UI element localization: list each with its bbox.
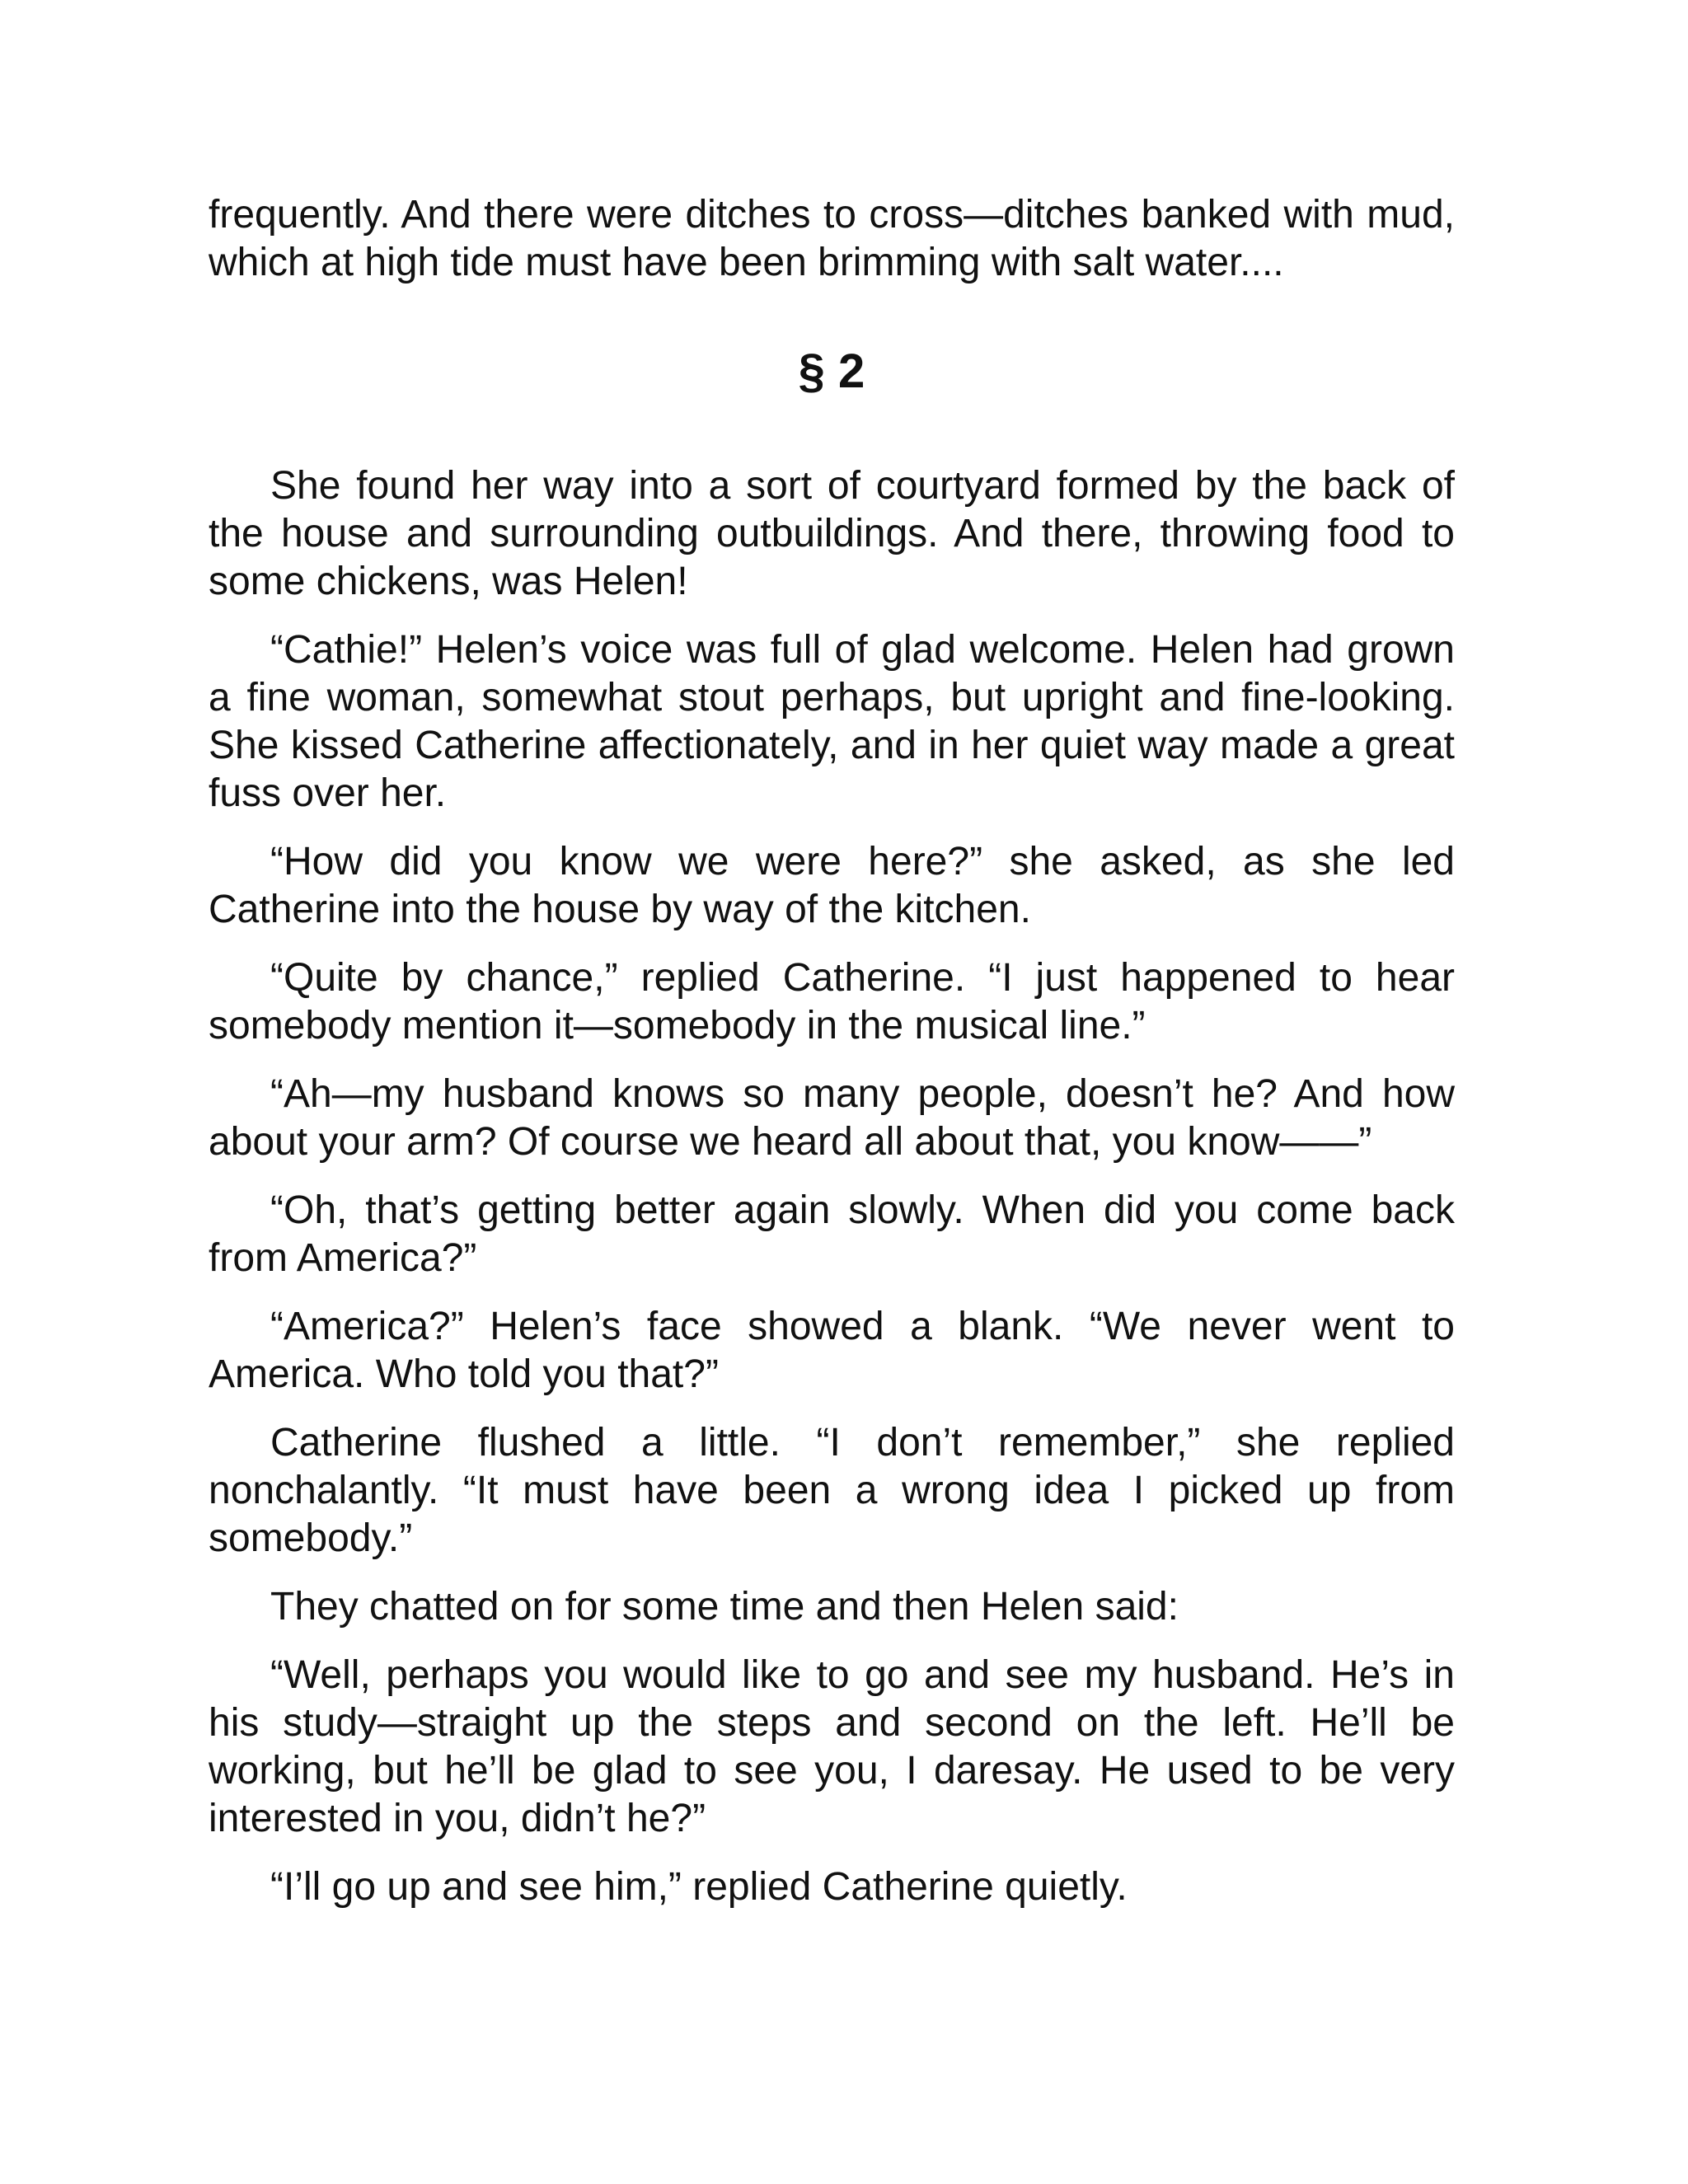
paragraph: “Quite by chance,” replied Catherine. “I just happened to hear somebody mention it—somebody in the musical line.”: [209, 956, 1455, 1047]
paragraph: “Oh, that’s getting better again slowly. When did you come back from America?”: [209, 1188, 1455, 1280]
paragraph: “I’ll go up and see him,” replied Catherine quietly.: [270, 1865, 1128, 1909]
paragraph: “Ah—my husband knows so many people, doesn’t he? And how about your arm? Of course we heard all about that, you know——”: [209, 1072, 1455, 1164]
section-heading: § 2: [798, 344, 865, 398]
paragraph: They chatted on for some time and then Helen said:: [270, 1585, 1179, 1629]
paragraph: She found her way into a sort of courtyard formed by the back of the house and surrounding outbuildings. And there, throwing food to some chickens, was Helen!: [209, 464, 1455, 603]
paragraph: “How did you know we were here?” she asked, as she led Catherine into the house by way of the kitchen.: [209, 840, 1455, 931]
paragraph: “Well, perhaps you would like to go and see my husband. He’s in his study—straight up the steps and second on the left. He’ll be working, but he’ll be glad to see you, I daresay. He used to be very interested in you, didn’t he?”: [209, 1653, 1455, 1840]
book-page: [209, 191, 1455, 1932]
paragraph: “Cathie!” Helen’s voice was full of glad welcome. Helen had grown a fine woman, somewhat stout perhaps, but upright and fine-looking. She kissed Catherine affectionately, and in her quiet way made a great fuss over her.: [209, 628, 1455, 815]
paragraph: Catherine flushed a little. “I don’t remember,” she replied nonchalantly. “It must have been a wrong idea I picked up from somebody.”: [209, 1421, 1455, 1560]
opening-paragraph: frequently. And there were ditches to cross—ditches banked with mud, which at high tide must have been brimming with salt water....: [209, 193, 1455, 284]
paragraph: “America?” Helen’s face showed a blank. “We never went to America. Who told you that?”: [209, 1305, 1455, 1396]
